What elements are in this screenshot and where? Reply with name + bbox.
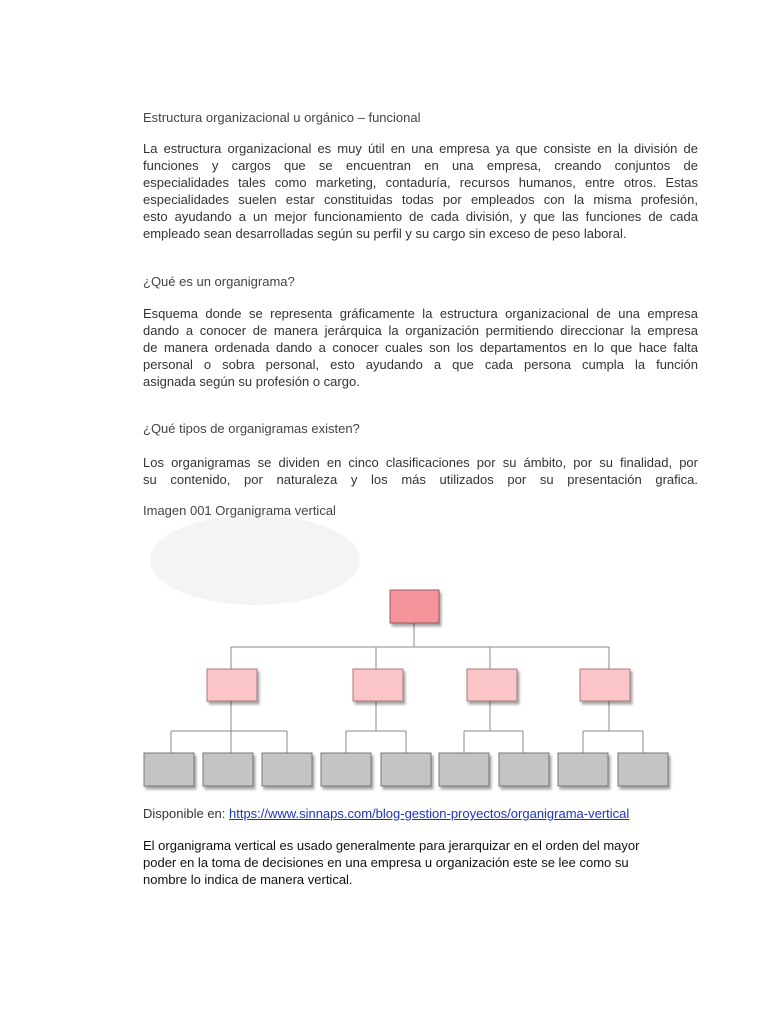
org-box-level2 — [353, 669, 403, 701]
answer-line: Los organigramas se dividen en cinco clasificaciones por su ámbito, por su finalidad, por — [143, 455, 698, 470]
org-box-leaf — [203, 753, 253, 786]
source-line — [143, 806, 629, 822]
image-caption: Imagen 001 Organigrama vertical — [143, 503, 336, 518]
intro-line: La estructura organizacional es muy útil en una empresa ya que consiste en la división de — [143, 141, 698, 156]
intro-line: empleado sean desarrolladas según su perfil y su cargo sin exceso de peso laboral. — [143, 226, 627, 241]
intro-line: funciones y cargos que se encuentran en una empresa, creando conjuntos de — [143, 158, 698, 173]
source-link[interactable]: https://www.sinnaps.com/blog-gestion-proyectos/organigrama-vertical — [229, 806, 630, 821]
final-line: nombre lo indica de manera vertical. — [143, 872, 353, 887]
answer-line: Esquema donde se representa gráficamente la estructura organizacional de una empresa — [143, 306, 698, 321]
org-box-leaf — [262, 753, 312, 786]
final-line: El organigrama vertical es usado generalmente para jerarquizar en el orden del mayor — [143, 838, 640, 853]
answer-line: dando a conocer de manera jerárquica la organización permitiendo direccionar la empresa — [143, 323, 698, 338]
org-box-leaf — [618, 753, 668, 786]
org-box-leaf — [558, 753, 608, 786]
org-box-leaf — [144, 753, 194, 786]
question-tipos: ¿Qué tipos de organigramas existen? — [143, 421, 360, 436]
answer-line: personal o sobra personal, esto ayudando a que cada persona cumpla la función — [143, 357, 698, 372]
question-organigrama: ¿Qué es un organigrama? — [143, 274, 295, 289]
org-box-leaf — [499, 753, 549, 786]
answer-line: de manera ordenada dando a conocer cuales son los departamentos en lo que hace falta — [143, 340, 698, 355]
org-chart — [140, 585, 680, 795]
intro-line: especialidades suelen estar constituidas todas por empleados con la misma profesión, — [143, 192, 698, 207]
source-label: Disponible en: — [143, 806, 229, 821]
org-box-level2 — [207, 669, 257, 701]
org-box-leaf — [381, 753, 431, 786]
org-box-top — [390, 590, 439, 623]
org-box-level2 — [467, 669, 517, 701]
final-line: poder en la toma de decisiones en una empresa u organización este se lee como su — [143, 855, 629, 870]
answer-line: su contenido, por naturaleza y los más utilizados por su presentación grafica. — [143, 472, 698, 487]
org-box-leaf — [439, 753, 489, 786]
intro-line: especialidades tales como marketing, contaduría, recursos humanos, entre otros. Estas — [143, 175, 698, 190]
document-title: Estructura organizacional u orgánico – funcional — [143, 110, 421, 125]
answer-line: asignada según su profesión o cargo. — [143, 374, 360, 389]
org-box-leaf — [321, 753, 371, 786]
org-box-level2 — [580, 669, 630, 701]
intro-line: esto ayudando a un mejor funcionamiento de cada división, y que las funciones de cada — [143, 209, 698, 224]
